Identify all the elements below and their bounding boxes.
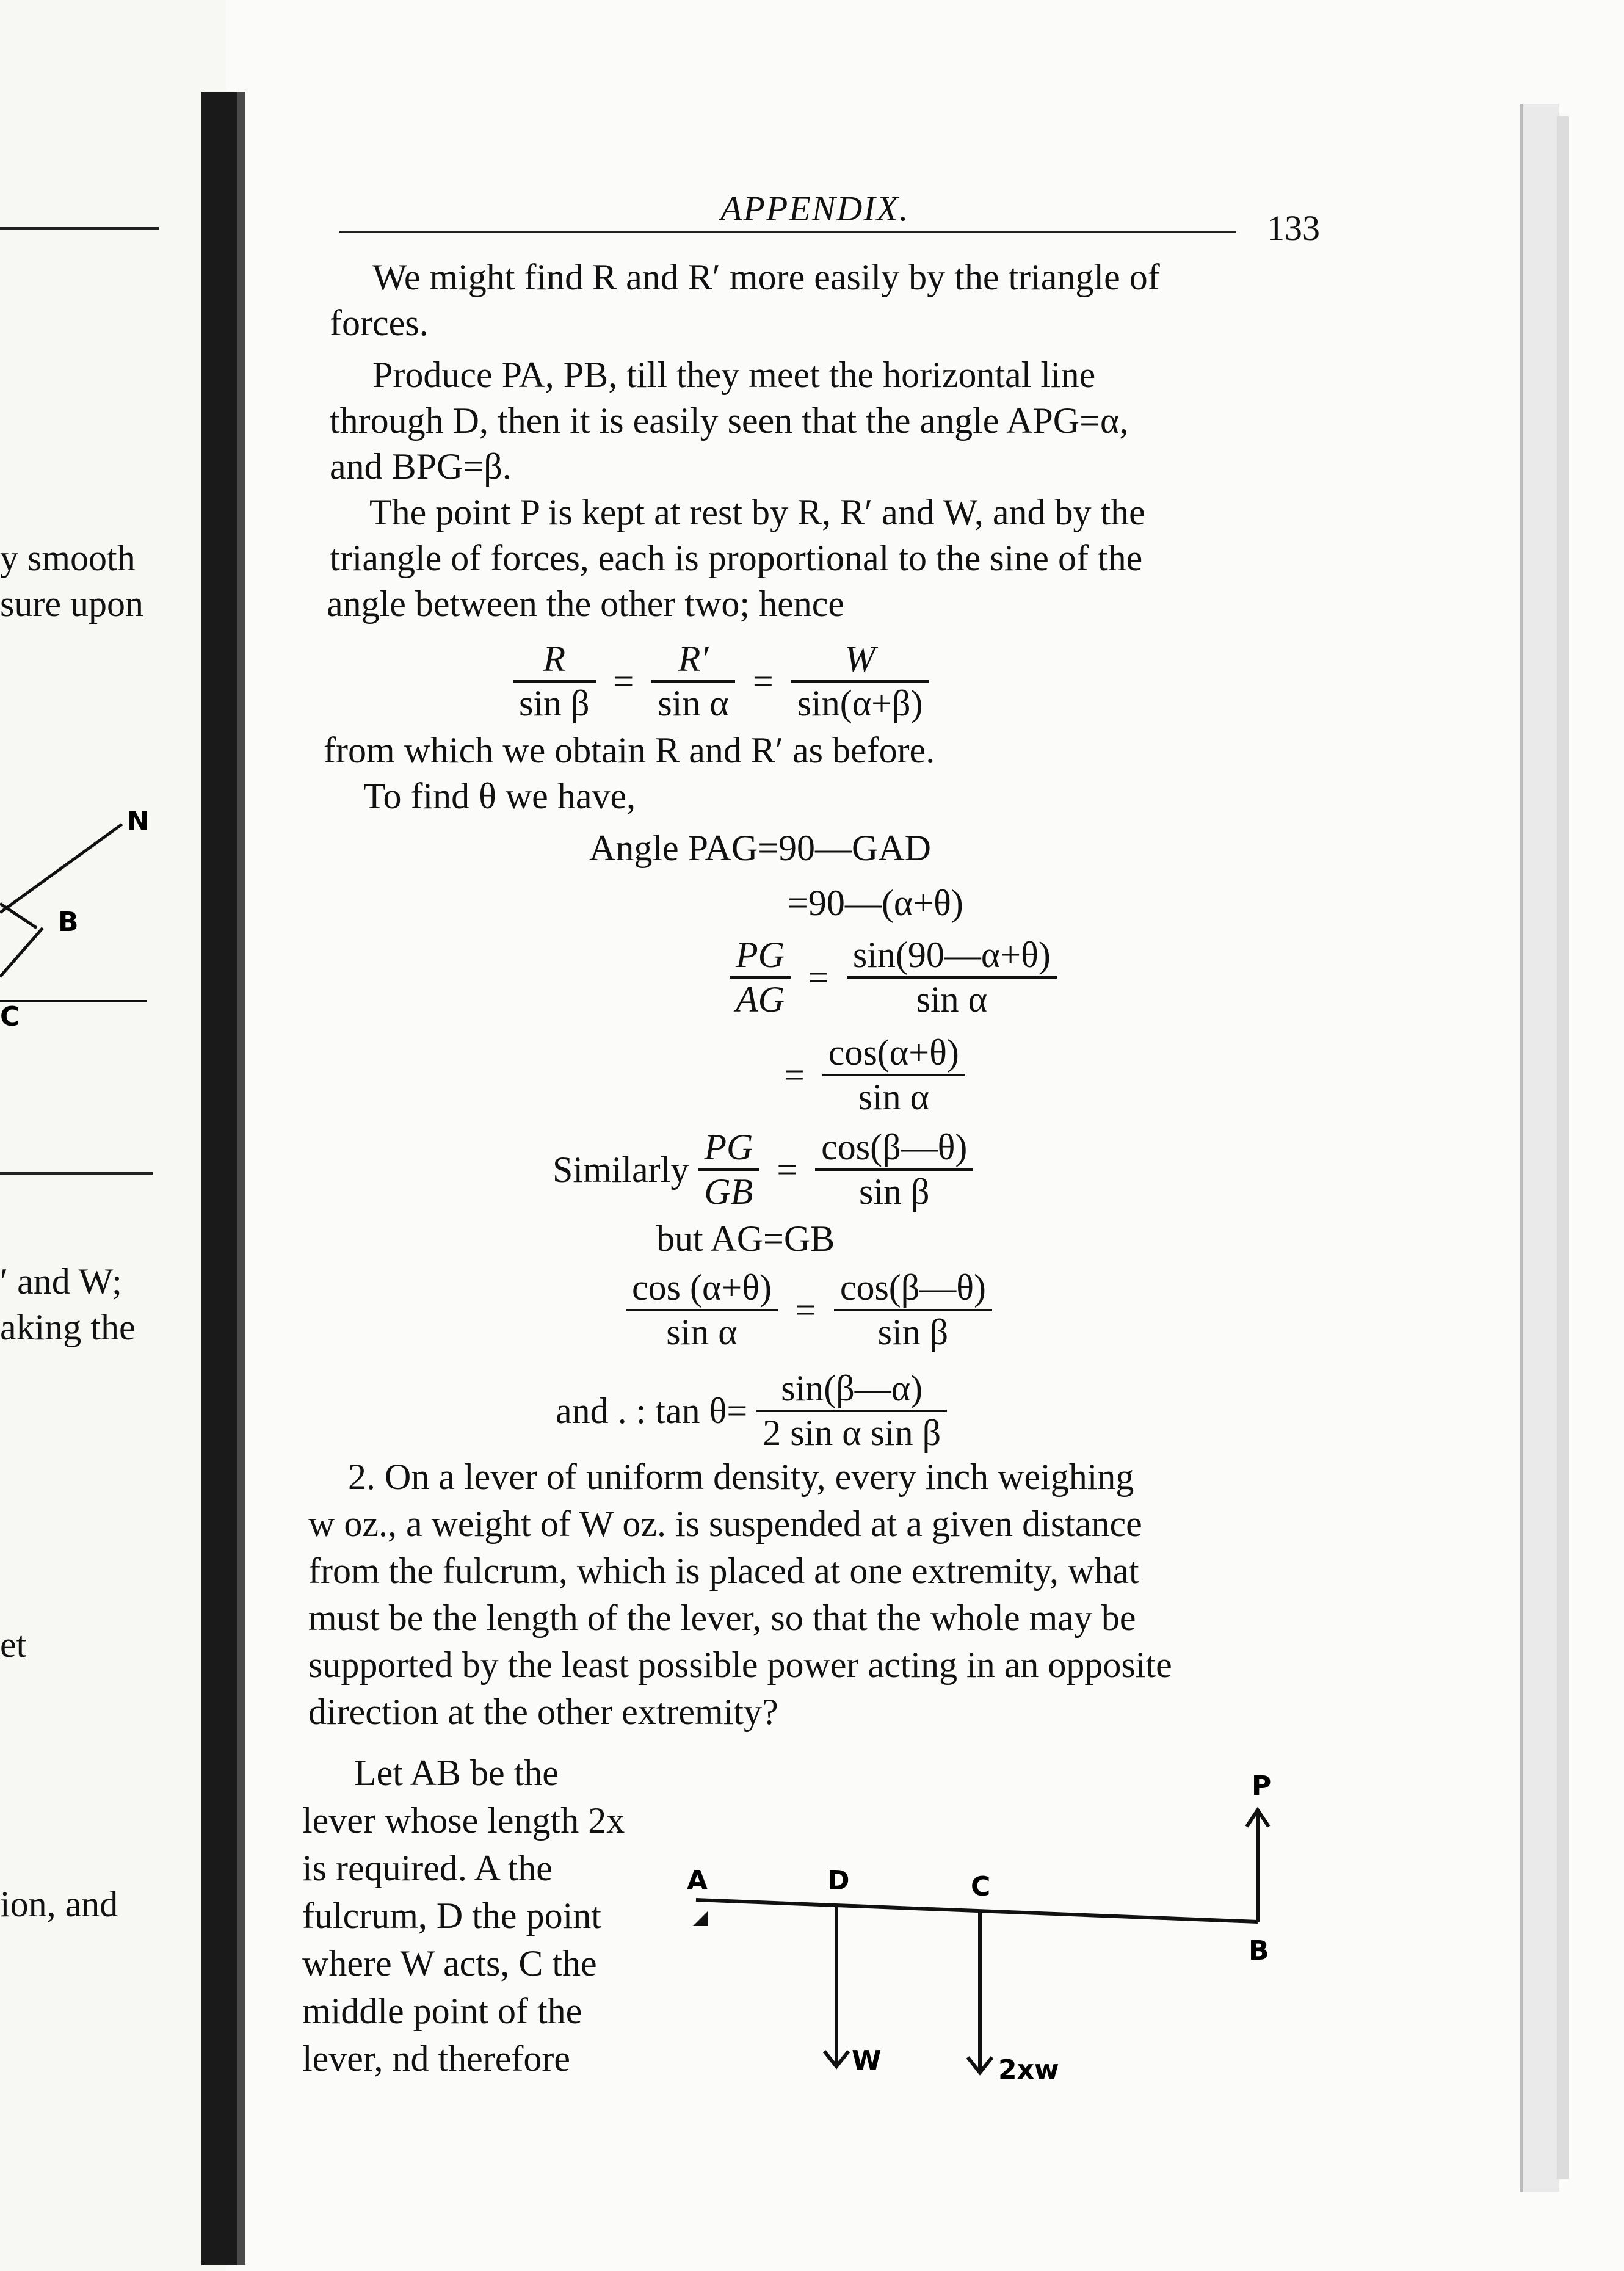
label-b: B — [1249, 1935, 1269, 1966]
text-line: from which we obtain R and R′ as before. — [324, 730, 935, 770]
numerator: cos(β—θ) — [815, 1126, 973, 1171]
lever-diagram — [672, 1758, 1319, 2100]
diagram-line — [0, 824, 122, 913]
fraction — [730, 934, 791, 1021]
page-edge — [1520, 104, 1559, 2192]
text-line: and BPG=β. — [330, 446, 512, 487]
left-text-line: ion, and — [0, 1884, 118, 1924]
text-line: triangle of forces, each is proportional to the sine of the — [330, 538, 1143, 578]
fraction — [698, 1126, 759, 1213]
diagram-line — [0, 928, 43, 977]
denominator: sin β — [519, 683, 590, 723]
equation-angle-pag: Angle PAG=90—GAD — [589, 828, 931, 868]
denominator: AG — [736, 979, 785, 1020]
equation-cos-equal — [626, 1267, 992, 1353]
text-line: is required. A the — [302, 1848, 553, 1888]
equation-ag-gb: but AG=GB — [656, 1219, 835, 1259]
diagram-line — [0, 904, 37, 928]
book-spine — [201, 92, 237, 2265]
numerator: R′ — [651, 638, 734, 683]
text-line: lever whose length 2x — [302, 1800, 625, 1841]
equation-cos-step — [775, 1032, 965, 1118]
denominator: sin α — [666, 1312, 738, 1352]
equation-pg-ag — [730, 934, 1057, 1021]
numerator: PG — [730, 934, 791, 979]
fraction — [822, 1032, 965, 1118]
fraction — [815, 1126, 973, 1213]
text-line: lever, nd therefore — [302, 2038, 571, 2079]
text-line: where W acts, C the — [302, 1943, 597, 1983]
denominator: sin α — [658, 683, 729, 723]
numerator: PG — [698, 1126, 759, 1171]
text-line: middle point of the — [302, 1991, 582, 2031]
text-line: We might find R and R′ more easily by the triangle of — [372, 257, 1160, 297]
equation-similarly — [553, 1126, 973, 1213]
numerator: sin(β—α) — [756, 1367, 947, 1412]
label-2xw: 2xw — [998, 2054, 1059, 2085]
fraction — [847, 934, 1057, 1021]
fraction — [791, 638, 929, 725]
numerator: cos(β—θ) — [834, 1267, 992, 1311]
equation-prefix: and . : tan θ= — [556, 1390, 748, 1431]
left-rule-top — [0, 227, 159, 230]
fraction — [626, 1267, 778, 1353]
text-line: from the fulcrum, which is placed at one extremity, what — [308, 1551, 1139, 1591]
equation-ratio-forces — [513, 638, 929, 725]
denominator: sin(α+β) — [797, 683, 923, 723]
denominator: sin β — [859, 1172, 930, 1212]
label-c: C — [971, 1871, 991, 1902]
numerator: cos (α+θ) — [626, 1267, 778, 1311]
equals-sign: = — [777, 1149, 798, 1190]
left-diagram — [0, 800, 183, 1032]
left-text-line: et — [0, 1624, 27, 1665]
equals-sign: = — [795, 1289, 816, 1330]
label-d: D — [827, 1865, 850, 1896]
text-line: fulcrum, D the point — [302, 1896, 601, 1936]
text-line: supported by the least possible power acting in an opposite — [308, 1645, 1172, 1685]
text-line: forces. — [330, 303, 429, 343]
numerator: sin(90—α+θ) — [847, 934, 1057, 979]
page-number: 133 — [1267, 208, 1320, 248]
label-a: A — [687, 1865, 708, 1896]
fraction — [513, 638, 596, 725]
numerator: R — [513, 638, 596, 683]
text-line: Let AB be the — [354, 1753, 559, 1793]
text-line: To find θ we have, — [363, 776, 636, 816]
left-page-fragment — [0, 0, 226, 2271]
equation-tan-theta — [556, 1367, 947, 1454]
label-w: W — [852, 2045, 882, 2076]
equation-angle-step: =90—(α+θ) — [788, 883, 963, 923]
denominator: 2 sin α sin β — [763, 1413, 941, 1453]
text-line: w oz., a weight of W oz. is suspended at a given distance — [308, 1504, 1142, 1544]
text-line: Produce PA, PB, till they meet the horizontal line — [372, 355, 1096, 395]
left-text-line: ′ and W; — [0, 1261, 122, 1302]
equation-prefix: Similarly — [553, 1149, 689, 1190]
text-line: through D, then it is easily seen that the angle APG=α, — [330, 400, 1129, 441]
denominator: sin α — [916, 979, 988, 1020]
left-text-line: aking the — [0, 1307, 136, 1347]
denominator: sin β — [877, 1312, 949, 1352]
text-line: angle between the other two; hence — [327, 584, 844, 624]
fraction — [651, 638, 734, 725]
page-edge — [1557, 116, 1569, 2179]
fulcrum-icon — [693, 1911, 708, 1926]
lever-bar — [696, 1900, 1258, 1922]
label-p: P — [1252, 1770, 1272, 1802]
text-line: direction at the other extremity? — [308, 1692, 778, 1732]
text-line: The point P is kept at rest by R, R′ and W, and by the — [369, 492, 1145, 532]
denominator: GB — [704, 1172, 753, 1212]
diagram-label-b: B — [58, 907, 79, 938]
equals-sign: = — [808, 957, 829, 998]
equals-sign: = — [613, 661, 634, 701]
header-rule — [339, 231, 1236, 233]
running-header: APPENDIX. — [720, 189, 910, 228]
diagram-label-n: N — [127, 806, 150, 837]
denominator: sin α — [858, 1077, 930, 1117]
left-rule-mid — [0, 1172, 153, 1175]
fraction — [756, 1367, 947, 1454]
fraction — [834, 1267, 992, 1353]
left-text-line: y smooth — [0, 538, 136, 578]
book-spine-edge — [237, 92, 245, 2265]
left-text-line: sure upon — [0, 584, 143, 624]
text-line: 2. On a lever of uniform density, every inch weighing — [348, 1457, 1134, 1497]
diagram-label-c: C — [0, 1001, 20, 1032]
text-line: must be the length of the lever, so that the whole may be — [308, 1598, 1136, 1638]
numerator: cos(α+θ) — [822, 1032, 965, 1076]
equals-sign: = — [752, 661, 774, 701]
equals-sign: = — [784, 1054, 805, 1095]
numerator: W — [791, 638, 929, 683]
